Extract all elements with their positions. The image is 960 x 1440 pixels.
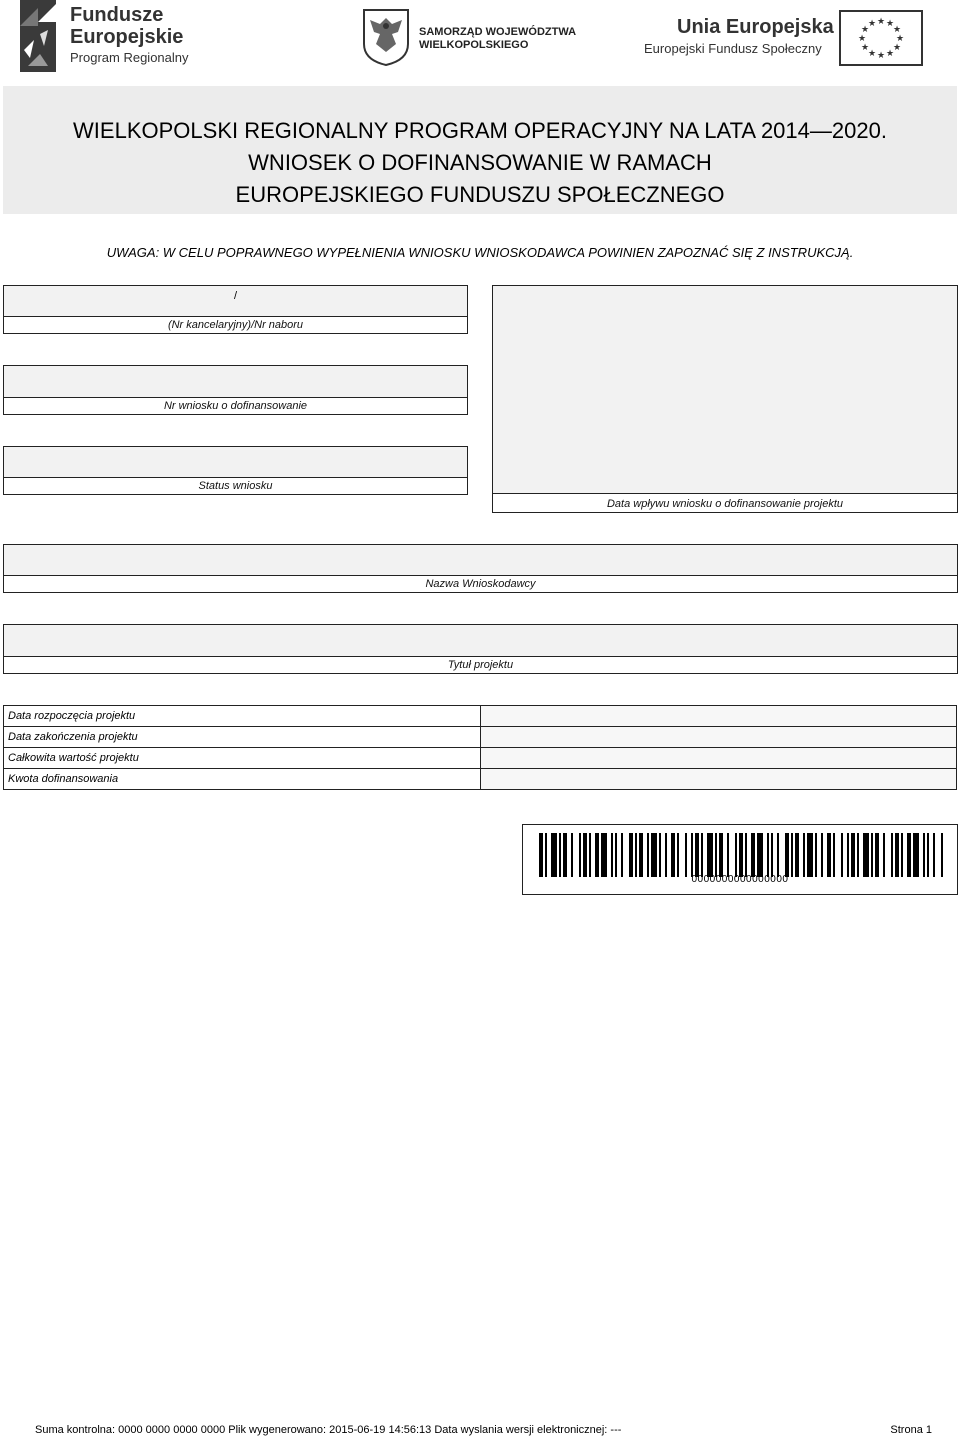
svg-text:★: ★ — [860, 43, 870, 53]
eagle-crest-icon — [362, 8, 410, 66]
instruction-notice: UWAGA: W CELU POPRAWNEGO WYPEŁNIENIA WNIOSKU WNIOSKODAWCA POWINIEN ZAPOZNAĆ SIĘ Z INSTRUKCJĄ. — [106, 245, 854, 260]
svg-text:★: ★ — [892, 25, 902, 35]
nazwa-wnioskodawcy-caption: Nazwa Wnioskodawcy — [425, 578, 536, 590]
data-wplywu-stamp-area — [493, 286, 957, 494]
svg-text:★: ★ — [876, 17, 886, 27]
svg-text:★: ★ — [885, 49, 895, 59]
svg-text:★: ★ — [867, 49, 877, 59]
nr-kancelaryjny-value — [4, 286, 467, 317]
title-line-3: EUROPEJSKIEGO FUNDUSZU SPOŁECZNEGO — [235, 182, 725, 207]
nr-wniosku-value — [4, 366, 467, 398]
nr-wniosku-field[interactable] — [3, 365, 468, 415]
title-line-2: WNIOSEK O DOFINANSOWANIE W RAMACH — [248, 150, 712, 175]
nazwa-wnioskodawcy-value — [4, 545, 957, 576]
info-value-end[interactable] — [481, 727, 957, 748]
data-wplywu-caption: Data wpływu wniosku o dofinansowanie projektu — [606, 498, 844, 510]
svg-text:★: ★ — [895, 34, 905, 44]
page-number: Strona 1 — [890, 1424, 932, 1436]
samorzad-line1: SAMORZĄD WOJEWÓDZTWA — [419, 26, 577, 38]
nazwa-wnioskodawcy-field[interactable] — [3, 544, 958, 593]
status-wniosku-field[interactable] — [3, 446, 468, 495]
info-label-end: Data zakończenia projektu — [4, 727, 481, 748]
table-row — [4, 769, 957, 790]
info-value-start[interactable] — [481, 706, 957, 727]
nr-wniosku-caption: Nr wniosku o dofinansowanie — [163, 400, 308, 412]
samorzad-line2: WIELKOPOLSKIEGO — [419, 39, 529, 51]
info-value-funding[interactable] — [481, 769, 957, 790]
svg-text:★: ★ — [860, 25, 870, 35]
nr-kancelaryjny-separator: / — [233, 290, 238, 302]
table-row — [4, 727, 957, 748]
info-label-start: Data rozpoczęcia projektu — [4, 706, 481, 727]
status-wniosku-value — [4, 447, 467, 478]
fundusze-logo-icon — [18, 0, 58, 72]
title-band — [3, 86, 957, 214]
ue-subtitle: Europejski Fundusz Społeczny — [644, 41, 822, 56]
svg-text:★: ★ — [892, 43, 902, 53]
page-footer — [35, 1424, 932, 1436]
info-label-total: Całkowita wartość projektu — [4, 748, 481, 769]
eu-flag-icon — [839, 10, 923, 66]
fundusze-logo-line1: Fundusze — [70, 4, 164, 26]
info-value-total[interactable] — [481, 748, 957, 769]
nr-kancelaryjny-field[interactable] — [3, 285, 468, 334]
samorzad-logo — [362, 8, 582, 68]
svg-text:★: ★ — [876, 51, 886, 61]
barcode-box — [522, 824, 958, 895]
svg-text:★: ★ — [885, 19, 895, 29]
fundusze-logo-line3: Program Regionalny — [70, 50, 189, 65]
barcode-number: 0000000000000000 — [691, 874, 789, 885]
unia-europejska-logo — [640, 8, 930, 70]
footer-checksum: Suma kontrolna: 0000 0000 0000 0000 Plik wygenerowano: 2015-06-19 14:56:13 Data wyslania wersji elektronicznej: --- — [35, 1424, 622, 1436]
barcode-icon — [539, 833, 943, 877]
ue-title: Unia Europejska — [677, 16, 834, 38]
fundusze-logo-line2: Europejskie — [70, 26, 184, 48]
nr-kancelaryjny-caption: (Nr kancelaryjny)/Nr naboru — [167, 319, 304, 331]
tytul-projektu-value — [4, 625, 957, 657]
tytul-projektu-field[interactable] — [3, 624, 958, 674]
data-wplywu-field[interactable] — [492, 285, 958, 513]
fundusze-europejskie-logo — [18, 0, 198, 72]
svg-text:★: ★ — [857, 34, 867, 44]
table-row — [4, 706, 957, 727]
info-label-funding: Kwota dofinansowania — [4, 769, 481, 790]
status-wniosku-caption: Status wniosku — [198, 480, 273, 492]
title-line-1: WIELKOPOLSKI REGIONALNY PROGRAM OPERACYJNY NA LATA 2014—2020. — [73, 118, 887, 143]
table-row — [4, 748, 957, 769]
tytul-projektu-caption: Tytuł projektu — [447, 659, 514, 671]
project-info-table — [3, 705, 957, 790]
svg-text:★: ★ — [867, 19, 877, 29]
